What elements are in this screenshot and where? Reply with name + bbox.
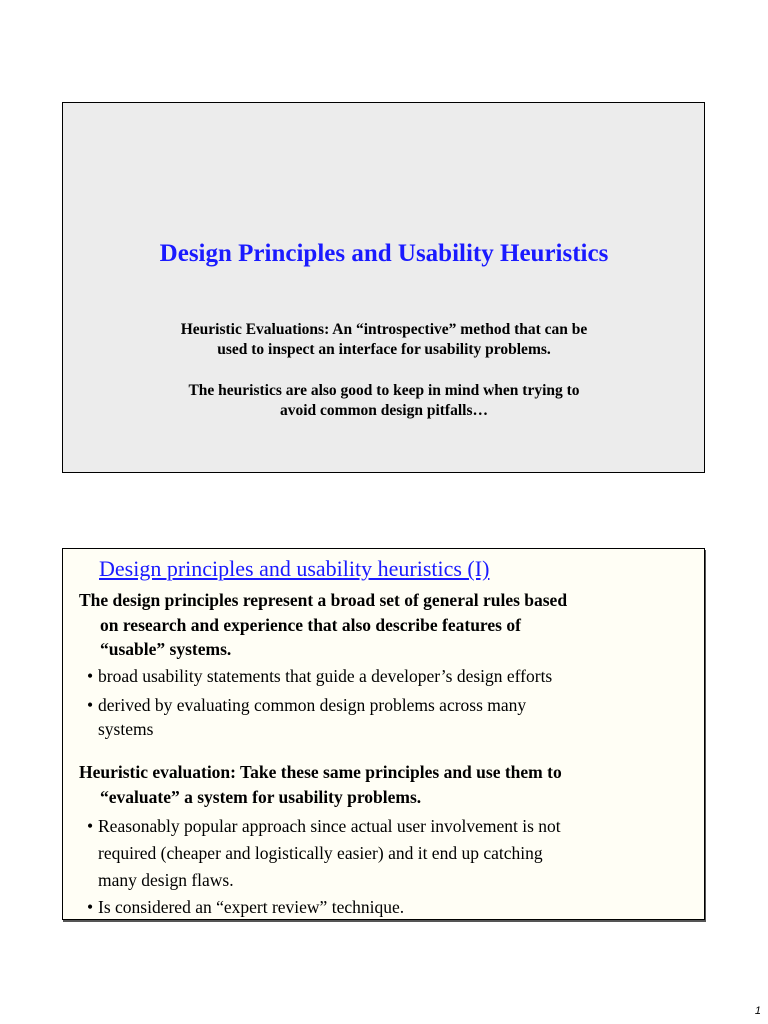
list-item (79, 693, 699, 718)
bullet-icon: • (87, 666, 94, 686)
intro-line: The design principles represent a broad set of general rules based (79, 590, 568, 610)
slide-1-title: Design Principles and Usability Heuristics (159, 240, 609, 267)
slide-2-intro (79, 588, 699, 662)
slide-2-title: Design principles and usability heuristics (I) (99, 556, 490, 581)
list-item-continuation: many design flaws. (98, 870, 234, 890)
intro-line: on research and experience that also describe features of (100, 614, 521, 635)
slide-2-bullet-list-1 (79, 664, 699, 742)
paragraph-line: avoid common design pitfalls… (280, 402, 488, 419)
list-item-continuation: required (cheaper and logistically easier) and it end up catching (98, 843, 543, 863)
list-item (79, 894, 699, 921)
list-item-text: broad usability statements that guide a developer’s design efforts (98, 666, 553, 686)
slide-1-paragraph-1 (0, 320, 768, 360)
bullet-icon: • (87, 897, 94, 917)
intro-line: “usable” systems. (100, 639, 232, 659)
list-item (79, 664, 699, 689)
paragraph-line: The heuristics are also good to keep in mind when trying to (188, 382, 580, 399)
list-item-text: Is considered an “expert review” technique. (98, 897, 405, 917)
slide-2-heuristic (79, 760, 699, 809)
page-number: 1 (754, 1005, 761, 1017)
list-item-text: derived by evaluating common design problems across many (98, 694, 527, 715)
paragraph-line: Heuristic Evaluations: An “introspective” method that can be (180, 321, 588, 338)
slide-2-bullet-list-2 (79, 813, 699, 921)
list-item (79, 813, 699, 840)
bullet-icon: • (87, 694, 94, 715)
list-item-continuation: systems (98, 719, 154, 739)
list-item-text: Reasonably popular approach since actual user involvement is not (98, 816, 561, 836)
heuristic-line: “evaluate” a system for usability problems. (100, 786, 422, 807)
slide-1-paragraph-2 (0, 381, 768, 421)
bullet-icon: • (87, 816, 94, 836)
paragraph-line: used to inspect an interface for usability problems. (217, 341, 551, 358)
heuristic-line: Heuristic evaluation: Take these same principles and use them to (79, 762, 562, 782)
